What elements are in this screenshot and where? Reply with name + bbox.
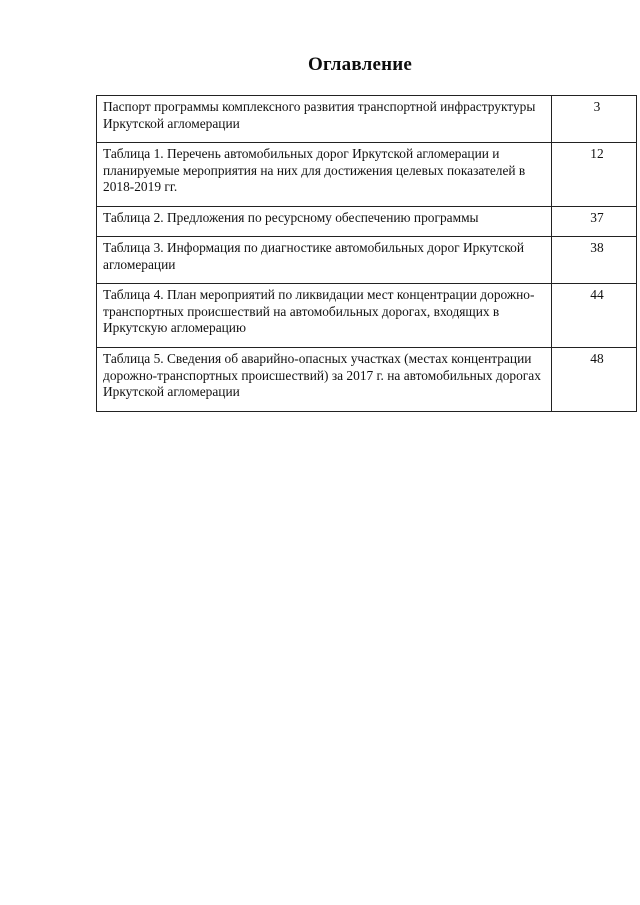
- toc-row: [97, 348, 637, 412]
- page-title: Оглавление: [307, 54, 413, 75]
- toc-entry-page: 37: [552, 207, 637, 237]
- toc-entry-title: Таблица 3. Информация по диагностике автомобильных дорог Иркутской агломерации: [97, 237, 552, 284]
- toc-entry-title: Таблица 5. Сведения об аварийно-опасных участках (местах концентрации дорожно-транспортных происшествий) за 2017 г. на автомобильных дорогах Иркутской агломерации: [97, 348, 552, 412]
- toc-row: [97, 207, 637, 237]
- toc-entry-page: 38: [552, 237, 637, 284]
- toc-entry-title: Паспорт программы комплексного развития транспортной инфраструктуры Иркутской агломерации: [97, 96, 552, 143]
- table-of-contents: [96, 95, 637, 412]
- toc-entry-title: Таблица 4. План мероприятий по ликвидации мест концентрации дорожно-транспортных происшествий на автомобильных дорогах, входящих в Иркутскую агломерацию: [97, 284, 552, 348]
- toc-row: [97, 284, 637, 348]
- toc-entry-page: 48: [552, 348, 637, 412]
- toc-row: [97, 96, 637, 143]
- toc-entry-title: Таблица 2. Предложения по ресурсному обеспечению программы: [97, 207, 552, 237]
- toc-row: [97, 143, 637, 207]
- toc-entry-title: Таблица 1. Перечень автомобильных дорог Иркутской агломерации и планируемые мероприятия на них для достижения целевых показателей в 2018-2019 гг.: [97, 143, 552, 207]
- toc-entry-page: 12: [552, 143, 637, 207]
- toc-row: [97, 237, 637, 284]
- toc-entry-page: 44: [552, 284, 637, 348]
- toc-entry-page: 3: [552, 96, 637, 143]
